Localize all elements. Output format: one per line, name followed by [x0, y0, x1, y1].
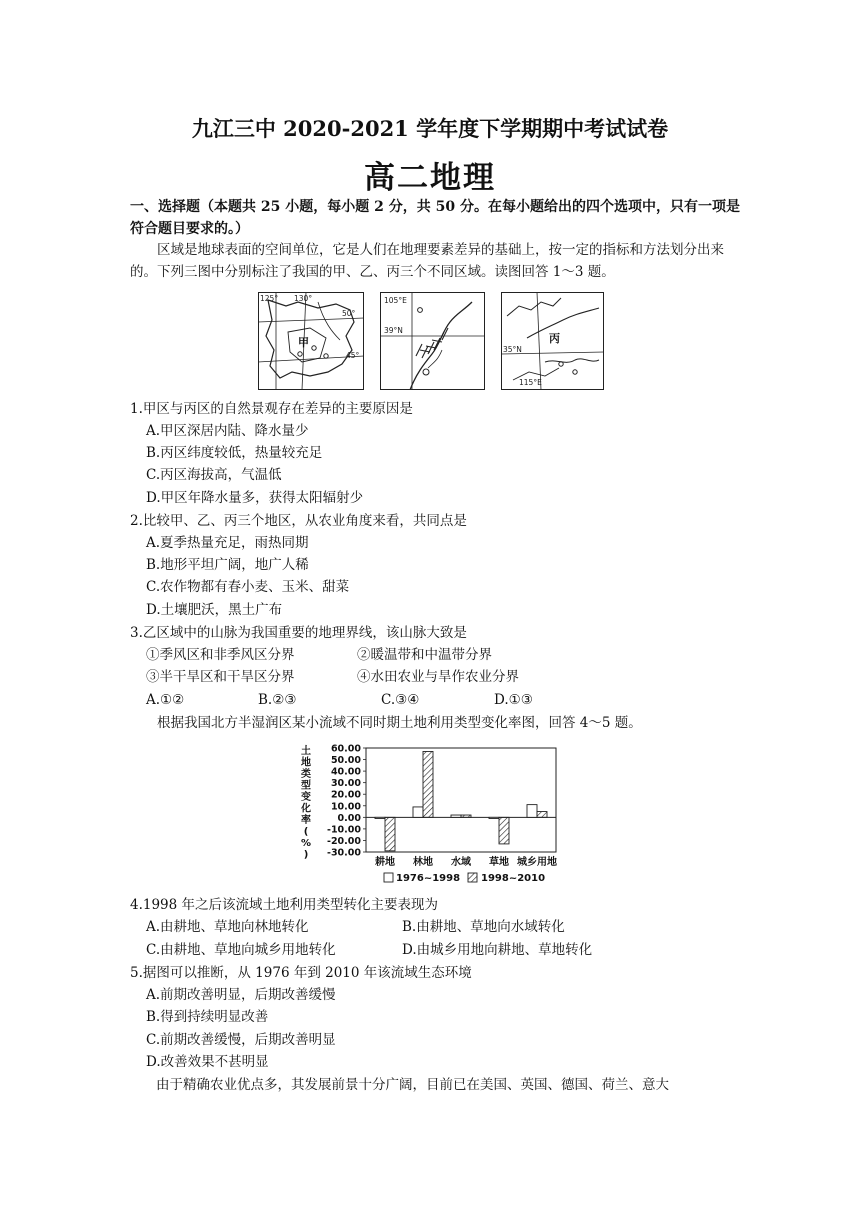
map2-lon-105: 105°E	[384, 296, 407, 305]
y-tick-label: 10.00	[330, 801, 361, 813]
map-bing	[501, 292, 604, 390]
y-axis-label-char: 化	[301, 803, 311, 815]
x-category-label: 水域	[451, 857, 471, 868]
legend-label-1976-1998: 1976~1998	[396, 873, 461, 884]
y-tick-label: -20.00	[327, 835, 361, 847]
intro-paragraph: 区域是地球表面的空间单位，它是人们在地理要素差异的基础上，按一定的指标和方法划分出来的。下列三图中分别标注了我国的甲、乙、丙三个不同区域。读图回答 1～3 题。	[130, 242, 724, 280]
map-yi	[380, 292, 485, 390]
q5-option-d: D.改善效果不甚明显	[146, 1054, 269, 1070]
x-category-label: 草地	[489, 857, 509, 868]
bar-1998-2010	[537, 812, 547, 818]
bar-1998-2010	[423, 751, 433, 817]
y-axis-label-char: 地	[301, 757, 311, 769]
y-axis-label-char: 变	[301, 792, 311, 803]
map1-region-label: 甲	[298, 336, 309, 349]
q3-option-b: B.②③	[258, 692, 297, 708]
q4-option-c: C.由耕地、草地向城乡用地转化	[146, 942, 336, 958]
q2-option-a: A.夏季热量充足，雨热同期	[146, 535, 309, 551]
q3-option-a: A.①②	[146, 692, 185, 708]
y-axis-label-char: 型	[301, 780, 311, 792]
section-heading: 一、选择题（本题共 25 小题，每小题 2 分，共 50 分。在每小题给出的四个选项中，只有一项是符合题目要求的。）	[130, 199, 740, 237]
q2-option-b: B.地形平坦广阔，地广人稀	[146, 557, 309, 573]
q3-item-4: ④水田农业与旱作农业分界	[357, 669, 519, 685]
q5-option-a: A.前期改善明显，后期改善缓慢	[146, 987, 336, 1003]
q4-option-d: D.由城乡用地向耕地、草地转化	[402, 942, 593, 958]
q2-option-c: C.农作物都有春小麦、玉米、甜菜	[146, 579, 350, 595]
map3-region-label: 丙	[549, 332, 560, 345]
y-axis-label-char: %	[300, 838, 312, 849]
q5-option-b: B.得到持续明显改善	[146, 1009, 269, 1025]
legend-label-1998-2010: 1998~2010	[481, 873, 546, 884]
q5-option-c: C.前期改善缓慢，后期改善明显	[146, 1032, 336, 1048]
q3-option-c: C.③④	[381, 692, 420, 708]
y-tick-label: -30.00	[327, 847, 361, 859]
y-tick-label: -10.00	[327, 824, 361, 836]
map3-lat-35: 35°N	[503, 345, 522, 354]
y-axis-label-char: 率	[301, 815, 311, 826]
q4-option-a: A.由耕地、草地向林地转化	[146, 919, 309, 935]
bar-1998-2010	[499, 817, 509, 844]
bar-1976-1998	[451, 815, 461, 817]
legend-swatch-1998-2010	[468, 873, 477, 882]
q5-stem: 5.据图可以推断，从 1976 年到 2010 年该流域生态环境	[130, 965, 472, 981]
map1-lat-50: 50°	[342, 309, 356, 318]
x-category-label: 耕地	[375, 857, 395, 868]
y-axis-label-char: )	[303, 849, 309, 861]
q2-option-d: D.土壤肥沃，黑土广布	[146, 602, 283, 618]
y-tick-label: 50.00	[330, 755, 361, 767]
q1-option-a: A.甲区深居内陆、降水量少	[146, 423, 309, 439]
q4-stem: 4.1998 年之后该流域土地利用类型转化主要表现为	[130, 897, 439, 913]
map1-lon-125: 125°	[260, 294, 279, 303]
exam-title: 九江三中 2020-2021 学年度下学期期中考试试卷	[191, 116, 669, 141]
q3-option-d: D.①③	[494, 692, 533, 708]
map1-lon-130: 130°	[294, 294, 313, 303]
q4-option-b: B.由耕地、草地向水域转化	[402, 919, 565, 935]
q3-item-1: ①季风区和非季风区分界	[146, 647, 295, 663]
land-use-chart	[296, 740, 576, 890]
map-jia	[258, 292, 364, 390]
y-axis-label-char: 类	[301, 769, 311, 780]
q1-option-b: B.丙区纬度较低，热量较充足	[146, 445, 323, 461]
bar-1998-2010	[385, 817, 395, 851]
q1-stem: 1.甲区与丙区的自然景观存在差异的主要原因是	[130, 401, 413, 417]
q3-item-2: ②暖温带和中温带分界	[357, 647, 492, 663]
q3-stem: 3.乙区域中的山脉为我国重要的地理界线，该山脉大致是	[130, 625, 467, 641]
y-tick-label: 40.00	[330, 766, 361, 778]
x-category-label: 林地	[413, 857, 433, 868]
map1-lat-45: 45°	[346, 351, 360, 360]
bar-1976-1998	[413, 807, 423, 817]
y-axis-label-char: 土	[301, 746, 311, 757]
q1-option-c: C.丙区海拔高，气温低	[146, 467, 282, 483]
legend-swatch-1976-1998	[384, 873, 393, 882]
final-paragraph: 由于精确农业优点多，其发展前景十分广阔，目前已在美国、英国、德国、荷兰、意大	[156, 1077, 669, 1093]
subject-title: 高二地理	[364, 160, 496, 196]
q2-stem: 2.比较甲、乙、丙三个地区，从农业角度来看，共同点是	[130, 513, 467, 529]
y-tick-label: 20.00	[330, 789, 361, 801]
x-category-label: 城乡用地	[517, 857, 557, 868]
intro-paragraph-2: 根据我国北方半湿润区某小流域不同时期土地利用类型变化率图，回答 4～5 题。	[157, 715, 642, 731]
map2-lat-39: 39°N	[384, 326, 403, 335]
bar-1998-2010	[461, 815, 471, 817]
y-axis-label-char: (	[303, 826, 309, 838]
bar-1976-1998	[527, 805, 537, 818]
map3-lon-115: 115°E	[519, 378, 542, 387]
y-tick-label: 60.00	[330, 743, 361, 755]
y-tick-label: 30.00	[330, 778, 361, 790]
q3-item-3: ③半干旱区和干旱区分界	[146, 669, 295, 685]
bar-1976-1998	[375, 817, 385, 818]
y-tick-label: 0.00	[337, 812, 361, 824]
bar-1976-1998	[489, 817, 499, 818]
q1-option-d: D.甲区年降水量多，获得太阳辐射少	[146, 490, 364, 506]
